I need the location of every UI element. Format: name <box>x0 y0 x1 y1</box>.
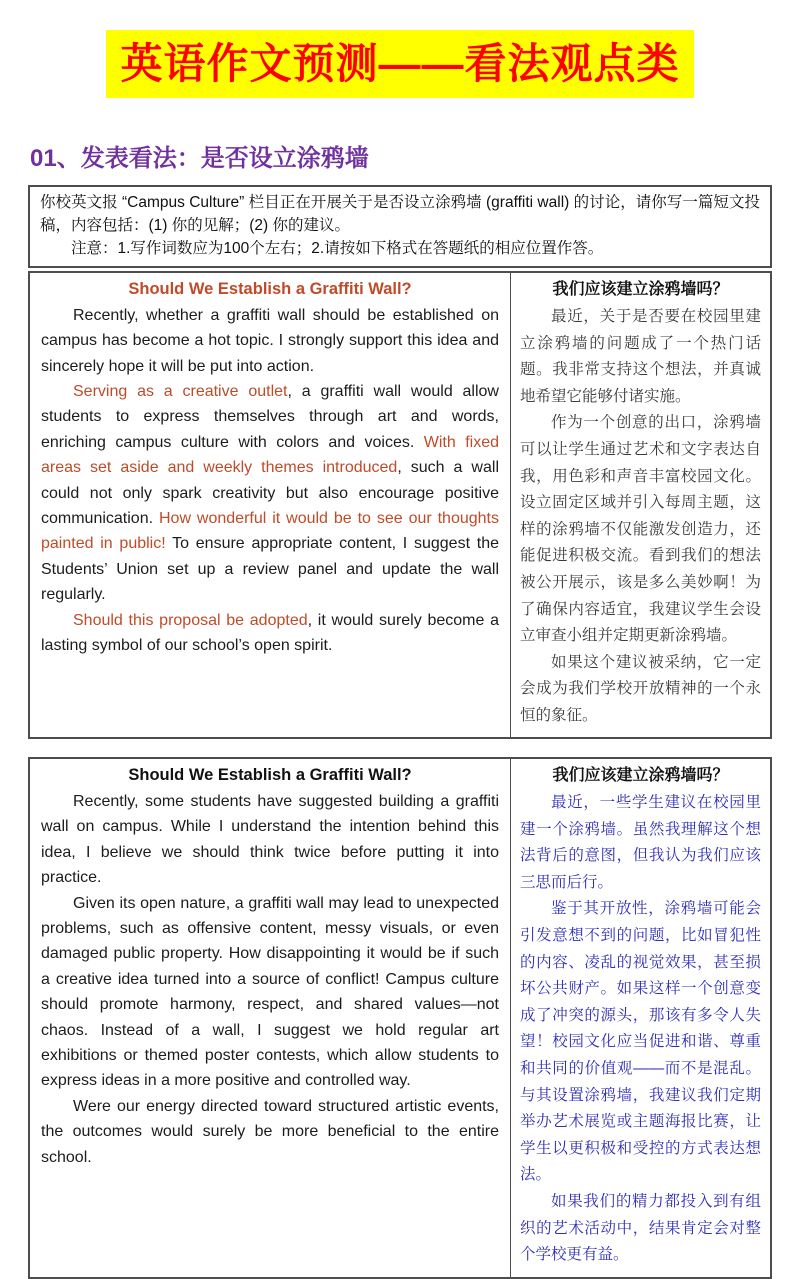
essay1-en-p2-text-3: To ensure appropriate content, I suggest the Students’ Union set up a review panel and update the wall regularly. <box>41 535 500 604</box>
essay1-en-p2-highlight-1: Serving as a creative outlet <box>73 383 288 401</box>
essay-table-support <box>28 271 772 739</box>
essay2-english-title: Should We Establish a Graffiti Wall? <box>128 766 412 785</box>
essay1-en-p1-text: Recently, whether a graffiti wall should be established on campus has become a hot topic. I strongly support this idea and sincerely hope it will be put into action. <box>41 306 499 375</box>
essay1-en-p2-text-2: , such a wall could not only spark creativity but also encourage positive communication. <box>41 459 499 528</box>
essay1-en-p2-text-1: , a graffiti wall would allow students to express themselves through art and words, enriching campus culture with colors and voices. <box>41 383 499 451</box>
essay1-en-p3-text-1: , it would surely become a lasting symbol of our school’s open spirit. <box>41 611 499 655</box>
essay-table-oppose <box>28 757 772 1278</box>
writing-prompt-box <box>28 185 772 268</box>
essay1-english-paragraph-2 <box>41 379 499 608</box>
page-title: 英语作文预测——看法观点类 <box>120 40 680 87</box>
section-heading: 01、发表看法：是否设立涂鸦墙 <box>30 145 369 173</box>
essay2-chinese-paragraph-3: 如果我们的精力都投入到有组织的艺术活动中，结果肯定会对整个学校更有益。 <box>520 1192 761 1264</box>
essay1-chinese-title: 我们应该建立涂鸦墙吗？ <box>552 281 729 299</box>
essay1-en-p2-highlight-3: How wonderful it would be to see our thoughts painted in public! <box>41 510 499 553</box>
page-title-banner <box>106 30 693 98</box>
essay2-english-column <box>30 759 511 1276</box>
prompt-note-text: 注意：1.写作词数应为100个左右；2.请按如下格式在答题纸的相应位置作答。 <box>71 240 604 258</box>
essay2-chinese-column <box>511 759 770 1276</box>
document-page <box>0 30 800 1279</box>
essay1-chinese-paragraph-2: 作为一个创意的出口，涂鸦墙可以让学生通过艺术和文字表达自我，用色彩和声音丰富校园文化。设立固定区域并引入每周主题，这样的涂鸦墙不仅能激发创造力，还能促进积极交流。看到我们的想法被公开展示，该是多么美妙啊！为了确保内容适宜，我建议学生会设立审查小组并定期更新涂鸦墙。 <box>520 414 761 645</box>
essay1-english-paragraph-3 <box>41 608 499 659</box>
essay1-chinese-column <box>511 273 770 737</box>
essay2-chinese-paragraph-2: 鉴于其开放性，涂鸦墙可能会引发意想不到的问题，比如冒犯性的内容、凌乱的视觉效果，甚至损坏公共财产。如果这样一个创意变成了冲突的源头，那该有多令人失望！校园文化应当促进和谐、尊重和共同的价值观——而不是混乱。与其设置涂鸦墙，我建议我们定期举办艺术展览或主题海报比赛，让学生以更积极和受控的方式表达想法。 <box>520 900 761 1184</box>
prompt-body-text: 你校英文报 “Campus Culture” 栏目正在开展关于是否设立涂鸦墙 (graffiti wall) 的讨论，请你写一篇短文投稿，内容包括：(1) 你的见解；(2) 你的建议。 <box>40 194 760 235</box>
essay1-chinese-paragraph-3: 如果这个建议被采纳，它一定会成为我们学校开放精神的一个永恒的象征。 <box>520 653 761 724</box>
essay1-en-p3-highlight-1: Should this proposal be adopted <box>73 611 308 629</box>
essay2-english-paragraph-1: Recently, some students have suggested building a graffiti wall on campus. While I understand the intention behind this idea, I believe we should think twice before putting it into practice. <box>41 792 499 887</box>
essay1-chinese-paragraph-1: 最近，关于是否要在校园里建立涂鸦墙的问题成了一个热门话题。我非常支持这个想法，并真诚地希望它能够付诸实施。 <box>520 307 761 405</box>
essay1-english-paragraph-1 <box>41 303 499 379</box>
essay1-en-p2-highlight-2: With fixed areas set aside and weekly themes introduced <box>41 433 499 477</box>
essay2-chinese-paragraph-1: 最近，一些学生建议在校园里建一个涂鸦墙。虽然我理解这个想法背后的意图，但我认为我们应该三思而后行。 <box>520 794 761 891</box>
essay2-chinese-title: 我们应该建立涂鸦墙吗？ <box>552 767 729 785</box>
essay2-english-paragraph-3: Were our energy directed toward structured artistic events, the outcomes would surely be more beneficial to the entire school. <box>41 1097 499 1166</box>
essay1-english-title: Should We Establish a Graffiti Wall? <box>128 280 412 299</box>
essay1-english-column <box>30 273 511 737</box>
essay2-english-paragraph-2: Given its open nature, a graffiti wall may lead to unexpected problems, such as offensive content, messy visuals, or even damaged public property. How disappointing it would be if such a creative idea turned into a source of conflict! Campus culture should promote harmony, respect, and shared values—not chaos. Instead of a wall, I suggest we hold regular art exhibitions or themed poster contests, which allow students to express ideas in a more positive and controlled way. <box>41 894 499 1090</box>
